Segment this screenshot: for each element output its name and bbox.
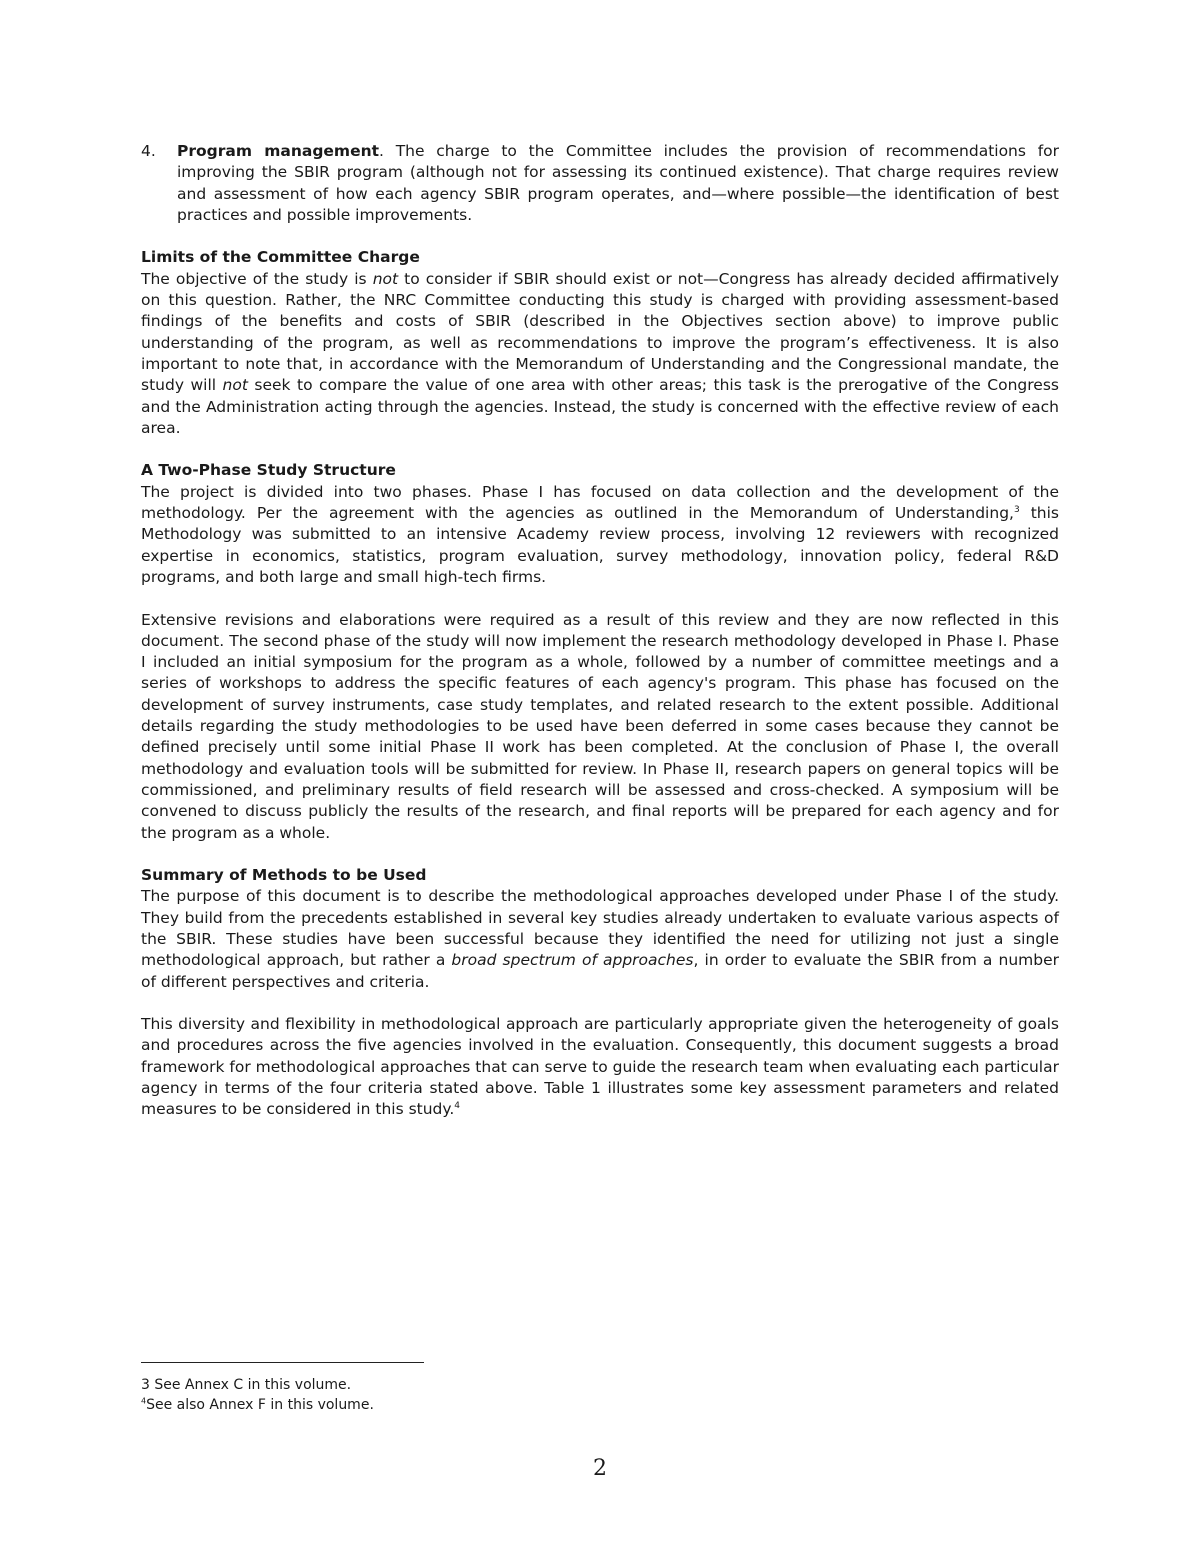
- footnote-ref-3[interactable]: 3: [1013, 504, 1020, 515]
- text-run: this Methodology was submitted to an intensive Academy review process, involving 12 reviewers with recognized expertise in economics, statistics, program evaluation, survey methodology, innovation policy, federal R&D programs, and both large and small high-tech firms.: [141, 504, 1059, 586]
- paragraph: [141, 269, 1059, 439]
- footnote-ref-4[interactable]: 4: [454, 1101, 461, 1112]
- emphasis: not: [222, 376, 248, 395]
- text-run: The objective of the study is: [141, 269, 373, 288]
- section-heading-limits: Limits of the Committee Charge: [141, 248, 420, 267]
- paragraph: [141, 886, 1059, 992]
- footnote-4-text: See also Annex F in this volume.: [146, 1397, 374, 1413]
- section-limits: [141, 247, 1059, 439]
- footnote-divider: [141, 1362, 424, 1363]
- section-heading-summary: Summary of Methods to be Used: [141, 866, 427, 885]
- paragraph: [141, 482, 1059, 588]
- footnote-4-marker: 4: [141, 1396, 147, 1406]
- text-run: seek to compare the value of one area with other areas; this task is the prerogative of the Congress and the Administration acting through the agencies. Instead, the study is concerned with the effective review of each area.: [141, 376, 1059, 437]
- section-heading-two-phase: A Two-Phase Study Structure: [141, 461, 396, 480]
- text-run: , in order to evaluate the SBIR from a number of different perspectives and criteria.: [141, 951, 1059, 991]
- body-text: [141, 141, 1059, 1142]
- emphasis: not: [372, 269, 399, 288]
- page-number: 2: [593, 1456, 607, 1481]
- text-run: The purpose of this document is to describe the methodological approaches developed under Phase I of the study. They build from the precedents established in several key studies already undertaken to evaluate various aspects of the SBIR. These studies have been successful because they identified the need for utilizing not just a single methodological approach, but rather a: [141, 887, 1059, 970]
- footnotes: [141, 1375, 841, 1415]
- footnote-4: [141, 1395, 841, 1415]
- text-run: to consider if SBIR should exist or not—Congress has already decided affirmatively on this question. Rather, the NRC Committee conducting this study is charged with providing assessment-based findings of the benefits and costs of SBIR (described in the Objectives section above) to improve public understanding of the program, as well as recommendations to improve the program’s effectiveness. It is also important to note that, in accordance with the Memorandum of Understanding and the Congressional mandate, the study will: [141, 269, 1059, 395]
- list-number: 4.: [141, 142, 156, 160]
- emphasis: broad spectrum of approaches: [451, 951, 694, 970]
- paragraph: [141, 1014, 1059, 1120]
- paragraph: Extensive revisions and elaborations were required as a result of this review and they are now reflected in this document. The second phase of the study will now implement the research methodology developed in Phase I. Phase I included an initial symposium for the program as a whole, followed by a number of committee meetings and a series of workshops to address the specific features of each agency's program. This phase has focused on the development of survey instruments, case study templates, and related research to the extent possible. Additional details regarding the study methodologies to be used have been deferred in some cases because they cannot be defined precisely until some initial Phase II work has been completed. At the conclusion of Phase I, the overall methodology and evaluation tools will be submitted for review. In Phase II, research papers on general topics will be commissioned, and preliminary results of field research will be assessed and cross-checked. A symposium will be convened to discuss publicly the results of the research, and final reports will be prepared for each agency and for the program as a whole.: [141, 610, 1059, 842]
- footnote-3: 3 See Annex C in this volume.: [141, 1377, 352, 1393]
- text-run: The project is divided into two phases. Phase I has focused on data collection and the development of the methodology. Per the agreement with the agencies as outlined in the Memorandum of Understanding,: [141, 482, 1059, 523]
- list-item-text: . The charge to the Committee includes the provision of recommendations for improving the SBIR program (although not for assessing its continued existence). That charge requires review and assessment of how each agency SBIR program operates, and—where possible—the identification of best practices and possible improvements.: [177, 142, 1060, 224]
- text-run: This diversity and flexibility in methodological approach are particularly appropriate given the heterogeneity of goals and procedures across the five agencies involved in the evaluation. Consequently, this document suggests a broad framework for methodological approaches that can serve to guide the research team when evaluating each particular agency in terms of the four criteria stated above. Table 1 illustrates some key assessment parameters and related measures to be considered in this study.: [141, 1015, 1059, 1119]
- list-item-title: Program management: [177, 142, 380, 160]
- section-summary: [141, 865, 1059, 1121]
- section-two-phase: [141, 460, 1059, 843]
- list-item-program-management: [141, 141, 1059, 226]
